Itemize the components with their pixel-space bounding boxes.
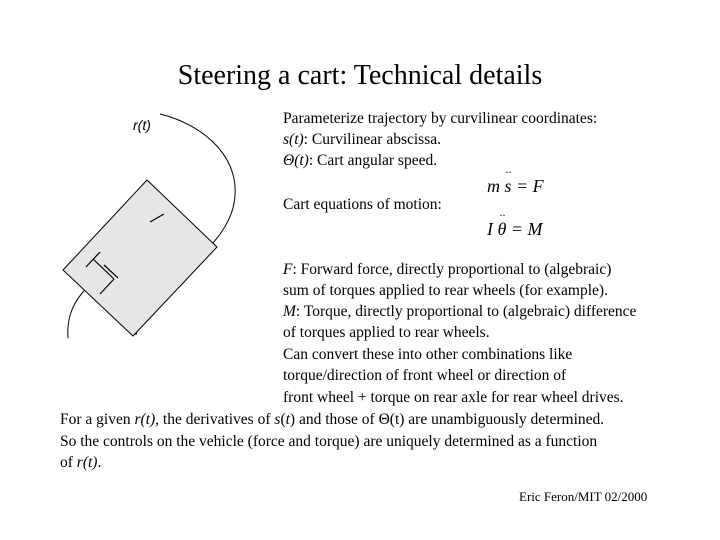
conclusion-line-2: So the controls on the vehicle (force and torque) are uniquely determined as a function	[60, 433, 598, 450]
m-symbol: M	[283, 303, 296, 320]
equation-torque: I θ = M	[487, 219, 543, 239]
author-credit: Eric Feron/MIT 02/2000	[519, 489, 648, 504]
force-line-1-text: : Forward force, directly proportional to (algebraic)	[292, 261, 612, 278]
f-symbol: F	[283, 261, 293, 278]
r-symbol-2: r(t)	[76, 454, 98, 471]
intro-line-1: Parameterize trajectory by curvilinear coordinates:	[283, 110, 598, 127]
conclusion-text-d: ) and those of Θ(t) are unambiguously determined.	[289, 411, 605, 428]
moment-line-1-text: : Torque, directly proportional to (algebraic) difference	[295, 303, 637, 320]
moment-line-2: of torques applied to rear wheels.	[283, 324, 490, 341]
conclusion-line-3	[60, 452, 101, 474]
double-dot-theta: ··	[499, 208, 505, 222]
convert-line-1: Can convert these into other combinations like	[283, 346, 573, 363]
force-line-1	[283, 259, 611, 281]
conclusion-text-a: For a given	[60, 411, 135, 428]
s-symbol: s(t)	[283, 131, 304, 148]
force-line-2: sum of torques applied to rear wheels (for example).	[283, 282, 608, 299]
motion-label: Cart equations of motion:	[283, 196, 442, 213]
s-symbol-2: s	[274, 411, 281, 428]
intro-line-3-text: : Cart angular speed.	[308, 152, 438, 169]
conclusion-text-c: (	[280, 411, 286, 428]
moment-line-1	[283, 301, 636, 323]
intro-line-2	[283, 129, 441, 151]
slide-title: Steering a cart: Technical details	[177, 60, 543, 91]
t-symbol: t	[285, 411, 290, 428]
conclusion-line-1	[60, 409, 604, 431]
conclusion-text-b: , the derivatives of	[155, 411, 275, 428]
r-symbol: r(t)	[134, 411, 156, 428]
trajectory-label: r(t)	[133, 117, 151, 133]
conclusion-text-e: of	[60, 454, 77, 471]
theta-symbol: Θ(t)	[283, 152, 309, 169]
convert-line-3: front wheel + torque on rear axle for rear wheel drives.	[283, 389, 624, 406]
intro-line-3	[283, 150, 437, 172]
convert-line-2: torque/direction of front wheel or direction of	[283, 367, 567, 384]
intro-line-2-text: : Curvilinear abscissa.	[303, 131, 441, 148]
cart-rectangle	[63, 180, 217, 336]
conclusion-text-f: .	[97, 454, 102, 471]
double-dot-s: ··	[505, 165, 511, 179]
equation-force: m s = F	[487, 176, 544, 196]
